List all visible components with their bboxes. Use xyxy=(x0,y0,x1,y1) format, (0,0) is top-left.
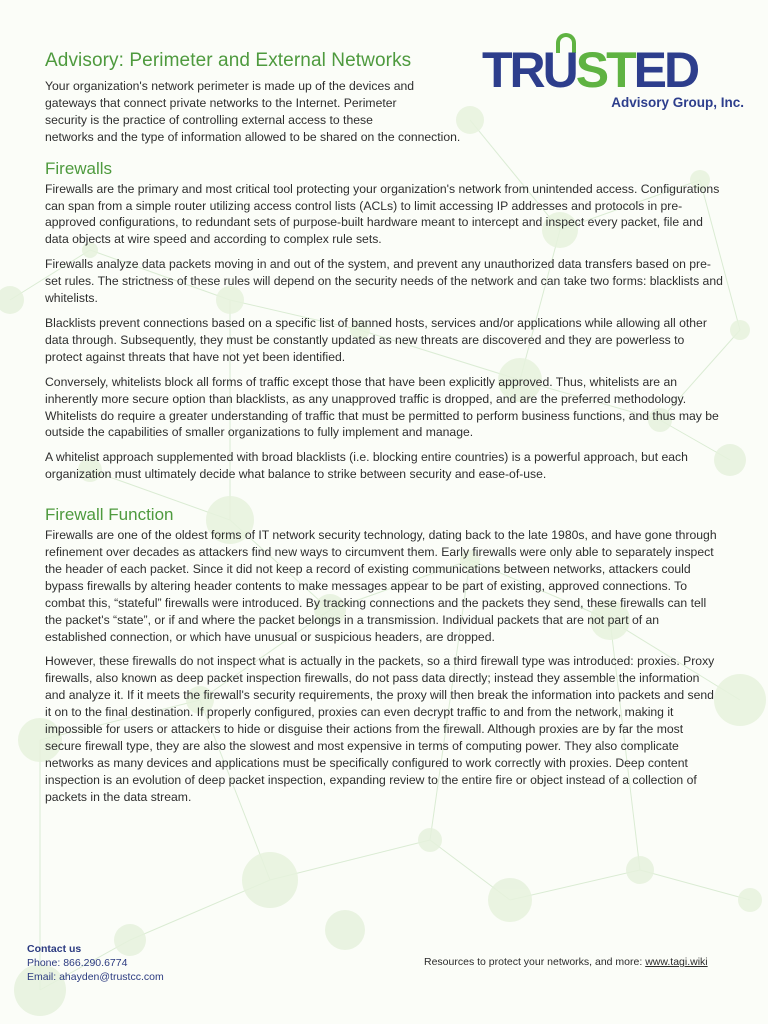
section-heading-firewall-function: Firewall Function xyxy=(45,505,174,525)
section-heading-firewalls: Firewalls xyxy=(45,158,113,178)
paragraph: Firewalls analyze data packets moving in and out of the system, and prevent any unauthorized data transfers based on pre-set rules. The strictness of these rules will depend on the security needs of the network and can take two forms: blacklists and whitelists. xyxy=(45,257,723,306)
paragraph: Blacklists prevent connections based on a specific list of banned hosts, services and/or applications while allowing all other data through. Subsequently, they must be constantly updated as new threats are discovered and they are powerless to protect against threats that have not yet been identified. xyxy=(45,315,707,364)
document-body xyxy=(45,50,723,814)
paragraph: However, these firewalls do not inspect what is actually in the packets, so a third firewall type was introduced: proxies. Proxy firewalls, also known as deep packet inspection firewalls, do not pass data directly; instead they assemble the information and analyze it. If it meets the firewall's security requirements, the proxy will then break the information into packets and send it on to the final destination. If properly configured, proxies can even decrypt traffic to and from the network, making it impossible for users or attackers to hide or disguise their actions from the firewall. Although proxies are by far the most secure firewall type, they are also the slowest and most expensive in terms of computing power. They also complicate networks as many devices and applications must be specifically configured to work correctly with proxies. Deep content inspection is an evolution of deep packet inspection, expanding review to the entire fire or object instead of a collection of packets in the data stream. xyxy=(45,654,715,804)
paragraph: A whitelist approach supplemented with broad blacklists (i.e. blocking entire countries) is a powerful approach, but each organization must ultimately decide what balance to strike between security and ease-of-use. xyxy=(45,450,688,482)
resources-text: Resources to protect your networks, and more: xyxy=(424,956,646,968)
intro-line: networks and the type of information allowed to be shared on the connection. xyxy=(45,129,461,144)
paragraph: Firewalls are one of the oldest forms of IT network security technology, dating back to the late 1980s, and have gone through refinement over decades as attackers find new ways to circumvent them. Early firewalls were only able to separately inspect the header of each packet. Since it did not keep a record of existing communications between networks, attackers could bypass firewalls by altering header contents to make messages appear to be part of existing, approved connections. To combat this, “stateful” firewalls were introduced. By tracking connections and the packets they send, these firewalls can tell the packet's “state”, or if and where the packet belongs in a transmission. Individual packets that are not part of an established connection, or which have unusual or suspicious headers, are dropped. xyxy=(45,528,717,644)
footer-contact xyxy=(27,942,164,984)
logo-tagline: Advisory Group, Inc. xyxy=(611,95,744,110)
contact-phone: Phone: 866.290.6774 xyxy=(27,957,128,969)
logo-wordmark-right: ED xyxy=(633,42,698,98)
footer-resources xyxy=(424,956,708,968)
resources-link[interactable]: www.tagi.wiki xyxy=(645,956,708,968)
paragraph: Conversely, whitelists block all forms of traffic except those that have been explicitly approved. Thus, whitelists are an inherently more secure option than blacklists, as any unapproved traffic is dropped, and are the preferred methodology. Whitelists do require a greater understanding of traffic that must be permitted to perform business functions, and thus may be outside the capabilities of smaller organizations to fully implement and manage. xyxy=(45,374,719,440)
intro-line: security is the practice of controlling external access to these xyxy=(45,112,373,127)
paragraph: Firewalls are the primary and most critical tool protecting your organization's network from unintended access. Configurations can span from a simple router utilizing access control lists (ACLs) to limit accessing IP addresses and protocols in pre-approved configurations, to redundant sets of purpose-built hardware meant to intercept and inspect every packet, file and data objects at wire speed and according to complex rule sets. xyxy=(45,181,720,247)
logo-wordmark-left: TRU xyxy=(482,42,576,98)
intro-line: gateways that connect private networks to the Internet. Perimeter xyxy=(45,95,397,110)
logo-wordmark-mid: ST xyxy=(575,42,634,98)
contact-email: Email: ahayden@trustcc.com xyxy=(27,971,164,983)
intro-line: Your organization's network perimeter is made up of the devices and xyxy=(45,79,415,93)
contact-label: Contact us xyxy=(27,943,82,955)
page-title: Advisory: Perimeter and External Networks xyxy=(45,50,412,71)
intro-paragraph xyxy=(45,78,465,146)
